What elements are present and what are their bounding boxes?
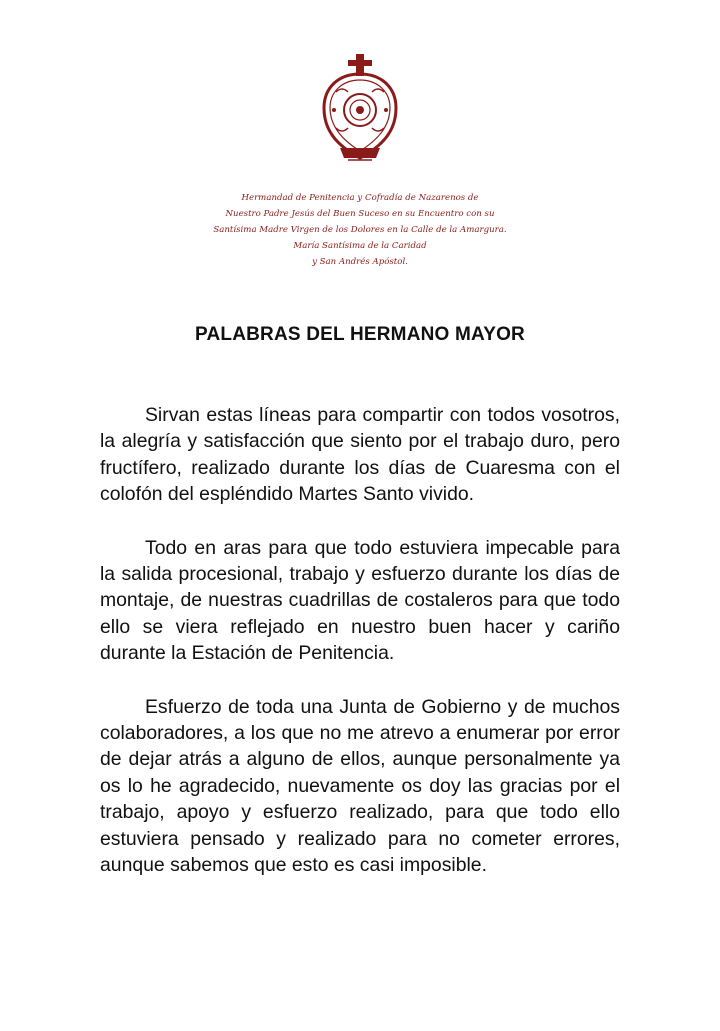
page-title: PALABRAS DEL HERMANO MAYOR [195,324,525,345]
paragraph: Sirvan estas líneas para compartir con todos vosotros, la alegría y satisfacción que siento por el trabajo duro, pero fructífero, realizado durante los días de Cuaresma con el colofón del espléndido Martes Santo vivido. [100,404,620,506]
brotherhood-crest-icon [318,52,402,170]
paragraph: Todo en aras para que todo estuviera impecable para la salida procesional, trabajo y esfuerzo durante los días de montaje, de nuestras cuadrillas de costaleros para que todo ello se viera reflejado en nuestro buen hacer y cariño durante la Estación de Penitencia. [100,536,620,665]
brotherhood-line: y San Andrés Apóstol. [312,257,408,267]
brotherhood-line: Santísima Madre Virgen de los Dolores en la Calle de la Amargura. [213,225,507,235]
document-body [100,402,620,906]
brotherhood-line: Hermandad de Penitencia y Cofradía de Nazarenos de [241,193,479,203]
brotherhood-name [200,190,520,270]
brotherhood-line: Nuestro Padre Jesús del Buen Suceso en su Encuentro con su [225,209,495,219]
paragraph: Esfuerzo de toda una Junta de Gobierno y de muchos colaboradores, a los que no me atrevo a enumerar por error de dejar atrás a alguno de ellos, aunque personalmente ya os lo he agradecido, nuevamente os doy las gracias por el trabajo, apoyo y esfuerzo realizado, para que todo ello estuviera pensado y realizado para no cometer errores, aunque sabemos que esto es casi imposible. [100,695,620,877]
brotherhood-line: María Santísima de la Caridad [293,241,427,251]
